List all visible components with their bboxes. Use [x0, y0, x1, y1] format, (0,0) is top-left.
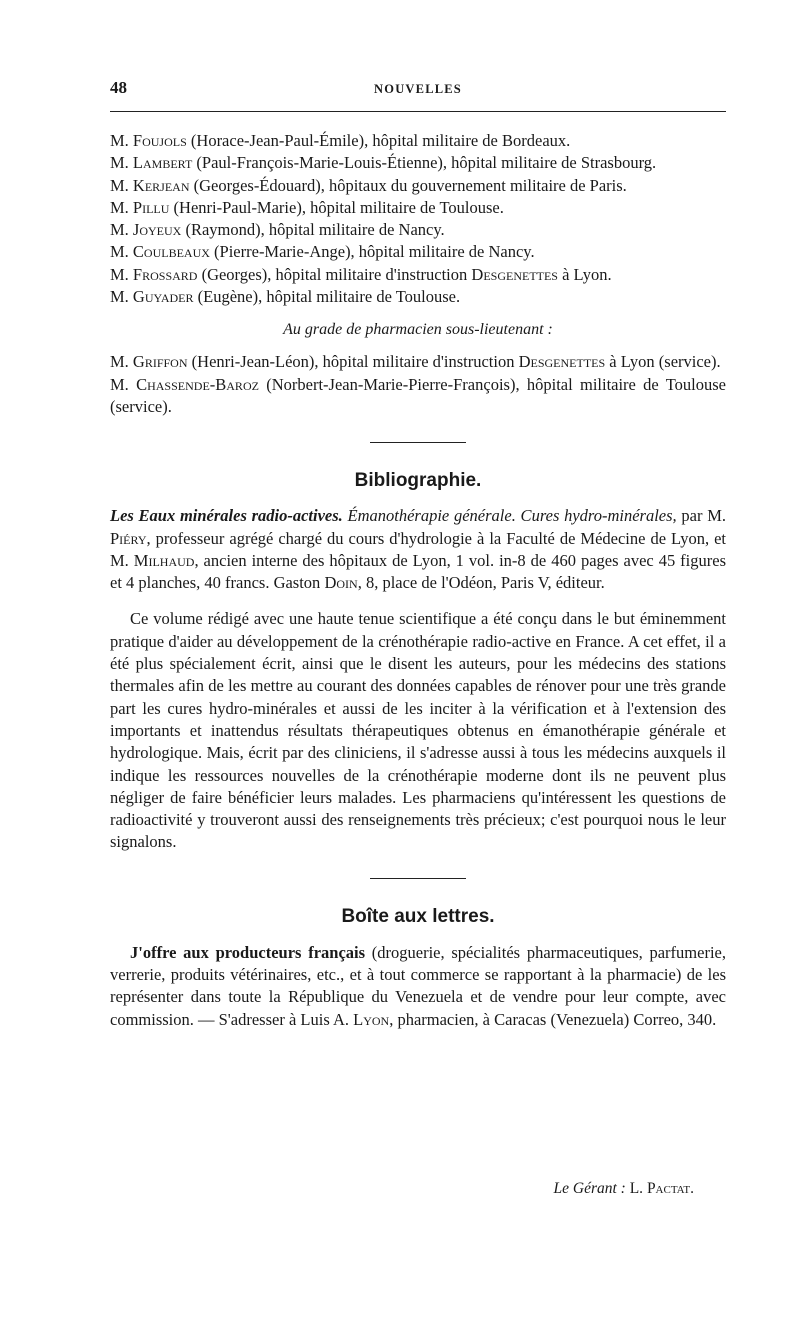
running-title: NOUVELLES — [374, 82, 462, 96]
section-divider — [370, 878, 466, 879]
mailbox-title: Boîte aux lettres. — [341, 905, 495, 927]
promotion-entry: M. Foujols (Horace-Jean-Paul-Émile), hôpital militaire de Bordeaux. — [110, 131, 571, 150]
header-rule — [110, 111, 726, 112]
page — [110, 78, 726, 1031]
subheading: Au grade de pharmacien sous-lieutenant : — [283, 321, 553, 339]
promotion-entry: M. Guyader (Eugène), hôpital militaire de Toulouse. — [110, 287, 461, 307]
bibliography-review: Ce volume rédigé avec une haute tenue scientifique a été conçu dans le but éminemment pratique d'aider au développement de la crénothérapie radio-active en France. A cet effet, il a été plus spécialement écrit, ainsi que le disent les auteurs, pour les médecins des stations thermales afin de les mettre au courant des données capables de rénover pour une très grande part les cures hydro-minérales et aussi de les inciter à la vérification et à l'extension des importants et inattendus résultats thérapeutiques obtenus en émanothérapie générale et hydrologique. Mais, écrit par des cliniciens, il s'adresse aussi à tous les médecins auxquels il indique les ressources nouvelles de la crénothérapie moderne dont ils ne peuvent plus négliger de faire bénéficier leurs malades. Les pharmaciens qu'intéressent les questions de radioactivité y trouveront aussi des renseignements très précieux; c'est pourquoi nous le leur signalons. — [110, 609, 726, 852]
promotion-list — [110, 130, 726, 308]
promotion-entry: M. Griffon (Henri-Jean-Léon), hôpital militaire d'instruction Desgenettes à Lyon (service). — [110, 352, 721, 372]
mailbox-notice: J'offre aux producteurs français (droguerie, spécialités pharmaceutiques, parfumerie, verrerie, produits vétérinaires, etc., et à tout commerce se rapportant à la pharmacie) de les représenter dans toute la République du Venezuela et de vendre pour leur compte, avec commission. — S'adresser à Luis A. Lyon, pharmacien, à Caracas (Venezuela) Correo, 340. — [110, 942, 726, 1029]
promotion-entry: M. Lambert (Paul-François-Marie-Louis-Étienne), hôpital militaire de Strasbourg. — [110, 153, 657, 173]
promotion-entry: M. Coulbeaux (Pierre-Marie-Ange), hôpital militaire de Nancy. — [110, 242, 535, 262]
bibliography-title: Bibliographie. — [354, 470, 482, 492]
page-number: 48 — [110, 78, 127, 97]
promotion-list-2 — [110, 351, 726, 418]
promotion-entry: M. Joyeux (Raymond), hôpital militaire de Nancy. — [110, 220, 445, 240]
signature: Le Gérant : L. Pactat. — [553, 1180, 694, 1197]
promotion-entry: M. Chassende-Baroz (Norbert-Jean-Marie-Pierre-François), hôpital militaire de Toulouse (service). — [110, 374, 726, 416]
promotion-entry: M. Pillu (Henri-Paul-Marie), hôpital militaire de Toulouse. — [110, 197, 504, 217]
promotion-entry: M. Frossard (Georges), hôpital militaire d'instruction Desgenettes à Lyon. — [110, 264, 612, 284]
page-header — [110, 78, 726, 106]
section-divider — [370, 442, 466, 443]
promotion-entry: M. Kerjean (Georges-Édouard), hôpitaux du gouvernement militaire de Paris. — [110, 175, 627, 195]
bibliography-entry: Les Eaux minérales radio-actives. Émanothérapie générale. Cures hydro-minérales, par M. Piéry, professeur agrégé chargé du cours d'hydrologie à la Faculté de Médecine de Lyon, et M. Milhaud, ancien interne des hôpitaux de Lyon, 1 vol. in-8 de 460 pages avec 45 figures et 4 planches, 40 francs. Gaston Doin, 8, place de l'Odéon, Paris V, éditeur. — [110, 506, 727, 593]
